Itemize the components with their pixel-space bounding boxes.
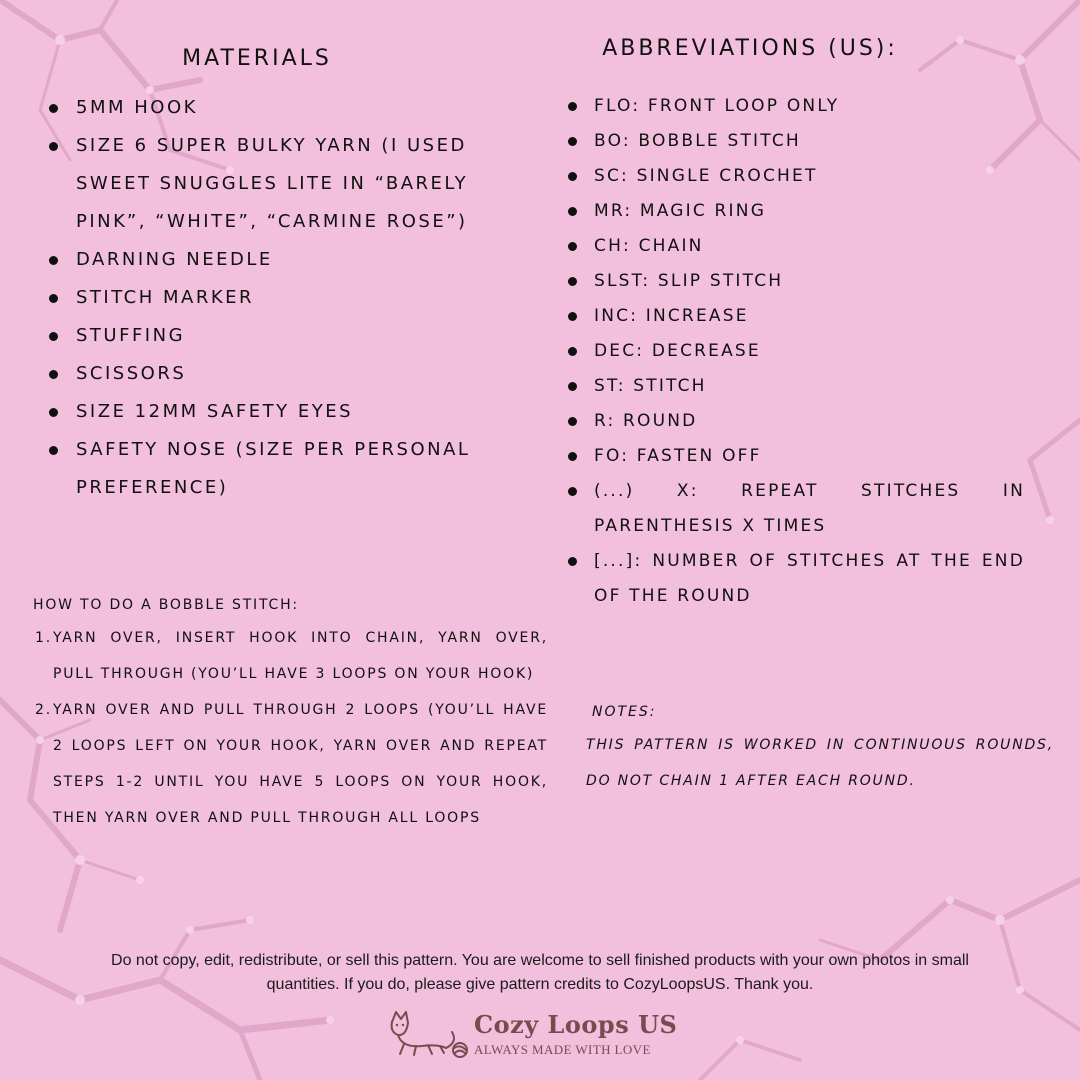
step-number: 1. — [35, 630, 52, 646]
brand-tagline: ALWAYS MADE WITH LOVE — [474, 1042, 651, 1057]
bobble-steps-list — [33, 620, 548, 836]
copyright-disclaimer: Do not copy, edit, redistribute, or sell this pattern. You are welcome to sell finished products with your own photos in small quantities. If you do, please give pattern credits to CozyLoopsUS. Thank you. — [111, 952, 969, 993]
list-item — [33, 692, 548, 836]
bobble-stitch-section — [33, 590, 548, 836]
step-text: YARN OVER AND PULL THROUGH 2 LOOPS (YOU’LL HAVE 2 LOOPS LEFT ON YOUR HOOK, YARN OVER AND REPEAT STEPS 1-2 UNTIL YOU HAVE 5 LOOPS ON YOUR HOOK, THEN YARN OVER AND PULL THROUGH ALL LOOPS — [53, 702, 548, 826]
materials-list — [40, 89, 510, 507]
list-item: INC: INCREASE — [565, 299, 1025, 334]
list-item — [33, 620, 548, 692]
notes-title: NOTES: — [592, 704, 657, 720]
list-item: DARNING NEEDLE — [40, 241, 510, 279]
list-item: 5MM HOOK — [40, 89, 510, 127]
materials-section — [40, 40, 510, 507]
cat-yarn-icon — [388, 1008, 472, 1060]
bobble-stitch-title: HOW TO DO A BOBBLE STITCH: — [33, 597, 299, 613]
brand-name: Cozy Loops US — [474, 1010, 678, 1039]
list-item: STUFFING — [40, 317, 510, 355]
list-item: SIZE 12MM SAFETY EYES — [40, 393, 510, 431]
list-item: BO: BOBBLE STITCH — [565, 124, 1025, 159]
list-item: SAFETY NOSE (SIZE PER PERSONAL PREFERENCE) — [40, 431, 510, 507]
abbreviations-heading: ABBREVIATIONS (US): — [602, 36, 898, 61]
notes-section — [586, 697, 1054, 799]
list-item: FLO: FRONT LOOP ONLY — [565, 89, 1025, 124]
list-item: [...]: NUMBER OF STITCHES AT THE END OF THE ROUND — [565, 544, 1025, 614]
list-item: DEC: DECREASE — [565, 334, 1025, 369]
notes-text: THIS PATTERN IS WORKED IN CONTINUOUS ROUNDS, DO NOT CHAIN 1 AFTER EACH ROUND. — [586, 737, 1054, 789]
step-text: YARN OVER, INSERT HOOK INTO CHAIN, YARN OVER, PULL THROUGH (YOU’LL HAVE 3 LOOPS ON YOUR HOOK) — [53, 630, 548, 682]
list-item: CH: CHAIN — [565, 229, 1025, 264]
step-number: 2. — [35, 702, 52, 718]
list-item: FO: FASTEN OFF — [565, 439, 1025, 474]
list-item: R: ROUND — [565, 404, 1025, 439]
abbreviations-list — [565, 89, 1025, 614]
list-item: SCISSORS — [40, 355, 510, 393]
list-item: SLST: SLIP STITCH — [565, 264, 1025, 299]
materials-heading: MATERIALS — [182, 46, 332, 71]
list-item: STITCH MARKER — [40, 279, 510, 317]
list-item: SC: SINGLE CROCHET — [565, 159, 1025, 194]
list-item: (...) X: REPEAT STITCHES IN PARENTHESIS X TIMES — [565, 474, 1025, 544]
list-item: SIZE 6 SUPER BULKY YARN (I USED SWEET SNUGGLES LITE IN “BARELY PINK”, “WHITE”, “CARMINE ROSE”) — [40, 127, 510, 241]
list-item: ST: STITCH — [565, 369, 1025, 404]
abbreviations-section — [565, 36, 1025, 614]
brand-logo — [388, 1008, 708, 1068]
list-item: MR: MAGIC RING — [565, 194, 1025, 229]
